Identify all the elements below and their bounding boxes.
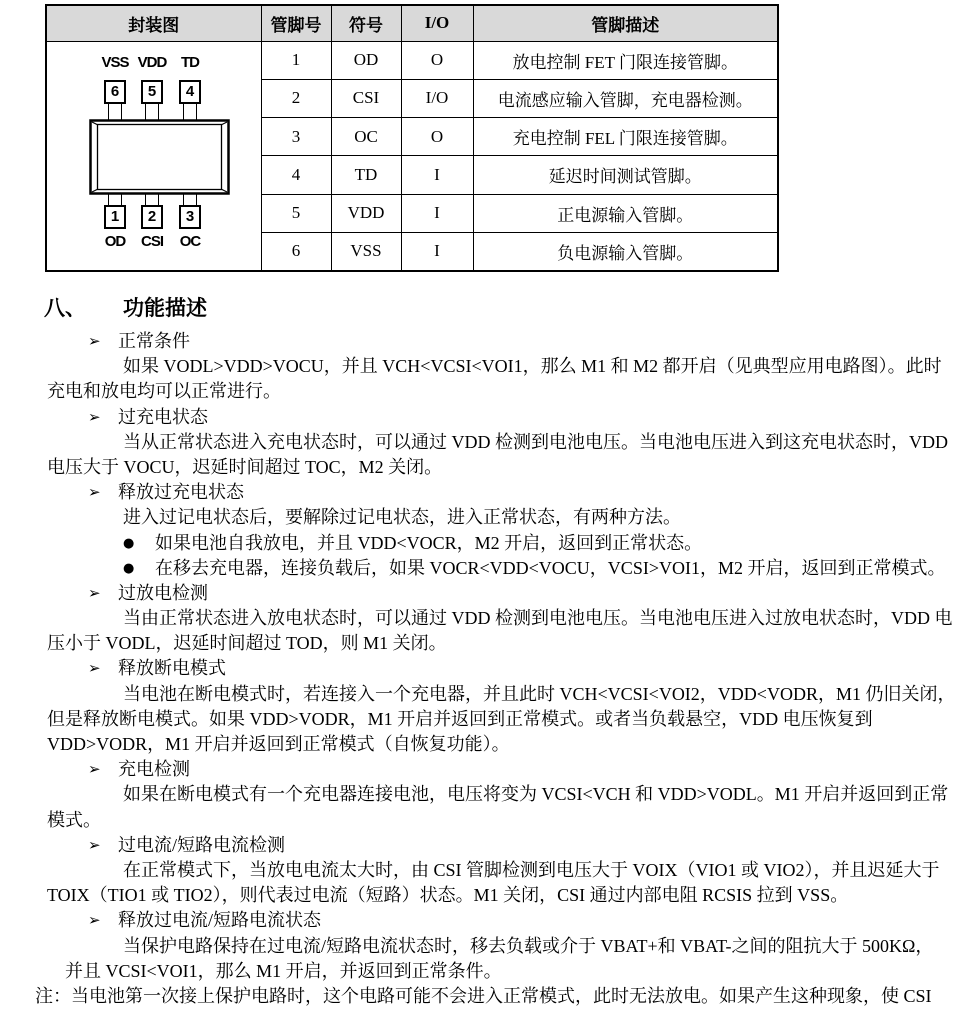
pin-symbol-cell: VDD [331,194,401,232]
desc-text: 如果电池自我放电，并且 VDD<VOCR，M2 开启，返回到正常状态。 [155,532,703,553]
arrow-bullet-icon: ➢ [88,407,101,426]
desc-text: VDD>VODR，M1 开启并返回到正常模式（自恢复功能）。 [47,734,510,754]
desc-text: 电压大于 VOCU，迟延时间超过 TOC，M2 关闭。 [47,456,443,477]
desc-line [0,556,958,581]
pin-io-cell: I [401,194,473,232]
desc-line [0,354,958,379]
desc-text: 注：当电池第一次接上保护电路时，这个电路可能不会进入正常模式，此时无法放电。如果产生这种现象，使 CSI [35,985,932,1006]
pin-number-box-3: 3 [179,205,201,229]
pin-label-td: TD [181,53,199,71]
desc-line [0,858,958,883]
desc-text: 当保护电路保持在过电流/短路电流状态时，移去负载或介于 VBAT+和 VBAT-之间的阻抗大于 500KΩ， [123,935,934,956]
pin-symbol-cell: TD [331,156,401,194]
desc-line [0,606,958,631]
desc-text: 在移去充电器，连接负载后，如果 VOCR<VDD<VOCU，VCSI>VOI1，M2 开启，返回到正常模式。 [155,557,946,578]
desc-line [0,531,958,556]
pin-number-box-5: 5 [141,80,163,104]
desc-text: TOIX（TIO1 或 TIO2），则代表过电流（短路）状态。M1 关闭，CSI 通过内部电阻 RCSIS 拉到 VSS。 [47,885,849,906]
pin-desc-cell: 充电控制 FEL 门限连接管脚。 [473,118,778,156]
desc-text: 压小于 VODL，迟延时间超过 TOD，则 M1 关闭。 [47,633,447,654]
desc-text: 但是释放断电模式。如果 VDD>VODR，M1 开启并返回到正常模式。或者当负载悬空，VDD 电压恢复到 [47,708,873,729]
desc-line [0,883,958,908]
dot-bullet-icon: ● [123,535,135,551]
desc-line [0,505,958,530]
section-number: 八、 [44,297,86,320]
arrow-bullet-icon: ➢ [88,835,101,854]
desc-line [0,682,958,707]
dot-bullet-icon: ● [123,560,135,576]
desc-text: 释放过电流/短路电流状态 [118,910,321,931]
desc-text: 过放电检测 [118,582,208,603]
desc-line [0,631,958,656]
pin-io-cell: I/O [401,79,473,117]
arrow-bullet-icon: ➢ [88,911,101,930]
desc-text: 充电检测 [118,759,190,780]
pin-label-oc: OC [179,232,201,250]
desc-line [0,329,958,354]
table-row [46,41,778,79]
header-symbol: 符号 [331,5,401,41]
arrow-bullet-icon: ➢ [88,583,101,602]
pin-label-csi: CSI [140,232,163,250]
header-pin-no: 管脚号 [261,5,331,41]
desc-line [0,934,958,959]
desc-text: 过电流/短路电流检测 [118,834,286,855]
desc-line [0,757,958,782]
desc-text: 正常条件 [118,331,190,351]
header-package: 封装图 [46,5,261,41]
desc-line [0,808,958,833]
pin-number-cell: 2 [261,79,331,117]
desc-line [0,959,958,984]
pin-label-od: OD [104,232,126,250]
desc-text: 模式。 [47,809,101,830]
desc-line [0,455,958,480]
header-io: I/O [401,5,473,41]
pin-number-box-4: 4 [179,80,201,104]
pin-io-cell: I [401,156,473,194]
pin-lead [183,103,197,120]
section-title: 功能描述 [123,297,207,320]
desc-line [0,707,958,732]
pin-desc-cell: 正电源输入管脚。 [473,194,778,232]
desc-line [0,908,958,933]
desc-text: 当从正常状态进入充电状态时，可以通过 VDD 检测到电池电压。当电池电压进入到这充电状态时，VDD [123,431,948,452]
desc-text: 充电和放电均可以正常进行。 [47,381,281,402]
pin-symbol-cell: VSS [331,232,401,270]
package-diagram [47,42,260,270]
desc-text: 当由正常状态进入放电状态时，可以通过 VDD 检测到电池电压。当电池电压进入过放电状态时，VDD 电 [123,608,953,629]
pin-symbol-cell: OD [331,41,401,79]
desc-line [0,833,958,858]
desc-text: 当电池在断电模式时，若连接入一个充电器，并且此时 VCH<VCSI<VOI2，VDD<VODR，M1 仍旧关闭， [123,683,956,704]
desc-text: 进入过记电状态后，要解除过记电状态，进入正常状态，有两种方法。 [123,507,681,528]
pin-number-box-6: 6 [104,80,126,104]
pin-desc-cell: 电流感应输入管脚，充电器检测。 [473,79,778,117]
pin-number-box-1: 1 [104,205,126,229]
desc-text: 如果 VODL>VDD>VOCU，并且 VCH<VCSI<VOI1，那么 M1 和 M2 都开启（见典型应用电路图）。此时 [123,356,942,377]
pin-number-cell: 5 [261,194,331,232]
desc-line [0,405,958,430]
arrow-bullet-icon: ➢ [88,659,101,678]
pin-number-cell: 6 [261,232,331,270]
desc-line [0,379,958,404]
pin-lead [145,103,159,120]
pin-desc-cell: 放电控制 FET 门限连接管脚。 [473,41,778,79]
desc-line [0,782,958,807]
desc-line [0,984,958,1009]
section-heading [0,292,958,320]
pin-number-cell: 3 [261,118,331,156]
desc-text: 并且 VCSI<VOI1，那么 M1 开启，并返回到正常条件。 [65,960,502,981]
pin-number-box-2: 2 [141,205,163,229]
pin-table-container [45,4,779,272]
header-description: 管脚描述 [473,5,778,41]
table-header-row [46,5,778,41]
pin-number-cell: 1 [261,41,331,79]
desc-line [0,732,958,757]
desc-text: 释放过充电状态 [118,482,244,503]
desc-text: 在正常模式下，当放电电流太大时，由 CSI 管脚检测到电压大于 VOIX（VIO1 或 VIO2），并且迟延大于 [123,859,940,880]
chip-body [89,119,230,195]
pin-io-cell: I [401,232,473,270]
desc-line [0,480,958,505]
pin-desc-cell: 负电源输入管脚。 [473,232,778,270]
pin-label-vss: VSS [101,53,129,71]
desc-text: 如果在断电模式有一个充电器连接电池，电压将变为 VCSI<VCH 和 VDD>VODL。M1 开启并返回到正常 [123,784,949,805]
desc-line [0,581,958,606]
desc-text: 过充电状态 [118,406,208,427]
arrow-bullet-icon: ➢ [88,332,101,350]
pin-symbol-cell: OC [331,118,401,156]
package-diagram-cell [46,41,261,271]
pin-io-cell: O [401,118,473,156]
pin-lead [108,103,122,120]
arrow-bullet-icon: ➢ [88,760,101,779]
pin-label-vdd: VDD [137,53,167,71]
pin-desc-cell: 延迟时间测试管脚。 [473,156,778,194]
pin-number-cell: 4 [261,156,331,194]
pin-table [45,4,779,272]
arrow-bullet-icon: ➢ [88,483,101,502]
desc-text: 释放断电模式 [118,658,226,679]
pin-io-cell: O [401,41,473,79]
function-description [0,329,958,1009]
desc-line [0,656,958,681]
pin-symbol-cell: CSI [331,79,401,117]
desc-line [0,430,958,455]
